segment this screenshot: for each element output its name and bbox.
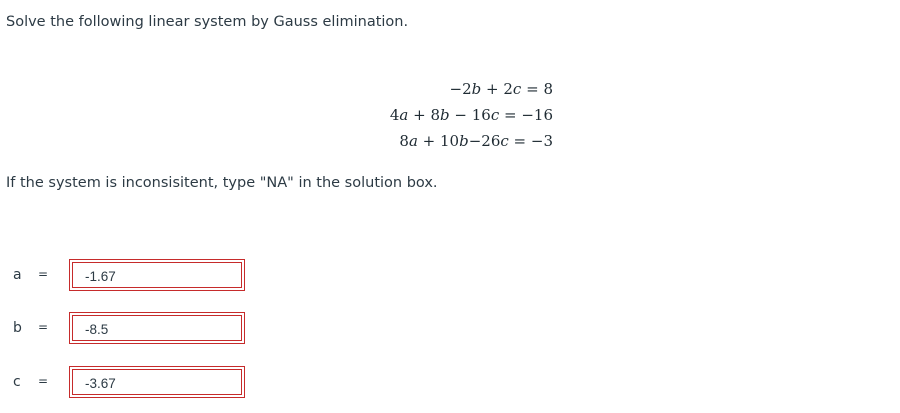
variable-label-a: a xyxy=(13,267,22,283)
equals-sign: = xyxy=(38,267,49,281)
variable-label-b: b xyxy=(13,320,22,336)
equation-1-rhs: = 8 xyxy=(526,80,553,98)
equation-3 xyxy=(380,128,553,154)
equation-1-lhs: −2b + 2c xyxy=(449,80,522,98)
inconsistent-instruction: If the system is inconsisitent, type "NA" in the solution box. xyxy=(6,175,438,191)
answer-value-c[interactable]: -3.67 xyxy=(72,369,242,395)
answer-row-b xyxy=(0,312,260,346)
equation-3-lhs: 8a + 10b−26c xyxy=(399,132,509,150)
equation-2-lhs: 4a + 8b − 16c xyxy=(389,106,500,124)
answer-value-b[interactable]: -8.5 xyxy=(72,315,242,341)
equation-1 xyxy=(380,76,553,102)
equation-3-rhs: = −3 xyxy=(513,132,553,150)
answer-input-c[interactable] xyxy=(69,366,245,398)
answer-row-a xyxy=(0,259,260,293)
linear-system xyxy=(380,76,553,154)
equation-2 xyxy=(380,102,553,128)
answer-value-a[interactable]: -1.67 xyxy=(72,262,242,288)
answer-input-b[interactable] xyxy=(69,312,245,344)
equation-2-rhs: = −16 xyxy=(504,106,553,124)
equals-sign: = xyxy=(38,374,49,388)
variable-label-c: c xyxy=(13,374,21,390)
question-prompt: Solve the following linear system by Gauss elimination. xyxy=(6,14,409,30)
answer-input-a[interactable] xyxy=(69,259,245,291)
answer-row-c xyxy=(0,366,260,400)
equals-sign: = xyxy=(38,320,49,334)
